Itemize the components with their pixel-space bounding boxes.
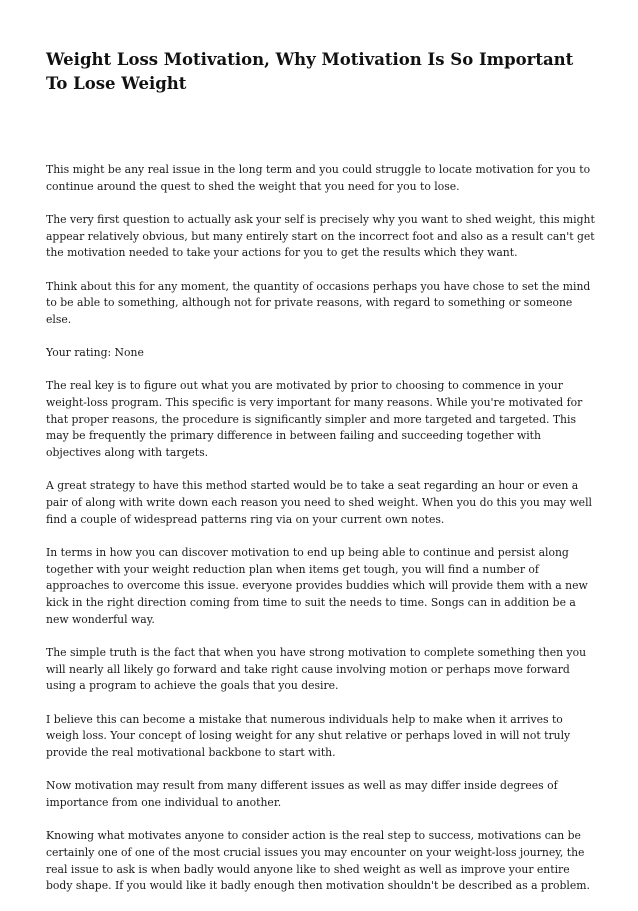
paragraph-think-about: Think about this for any moment, the quantity of occasions perhaps you have chose to set the mind to be able to something, although not for private reasons, with regard to something or someone else. bbox=[46, 279, 591, 326]
paragraph-great-strategy: A great strategy to have this method started would be to take a seat regarding an hour or even a pair of along with write down each reason you need to shed weight. When you do this you may well find a couple of widespread patterns ring via on your current own notes. bbox=[46, 479, 592, 526]
paragraph-in-terms: In terms in how you can discover motivation to end up being able to continue and persist along together with your weight reduction plan when items get tough, you will find a number of approaches to overcome this issue. everyone provides buddies which will provide them with a new kick in the right direction coming from time to suit the needs to time. Songs can in addition be a new wonderful way. bbox=[46, 545, 588, 626]
paragraph-simple-truth: The simple truth is the fact that when you have strong motivation to complete something then you will nearly all likely go forward and take right cause involving motion or perhaps move forward using a program to achieve the goals that you desire. bbox=[46, 645, 587, 693]
paragraph-intro: This might be any real issue in the long term and you could struggle to locate motivation for you to continue around the quest to shed the weight that you need for you to lose. bbox=[46, 163, 591, 193]
paragraph-mistake: I believe this can become a mistake that numerous individuals help to make when it arrives to weigh loss. Your concept of losing weight for any shut relative or perhaps loved in will not truly provide the real motivational backbone to start with. bbox=[46, 712, 571, 759]
rating-text: Your rating: None bbox=[46, 346, 144, 360]
paragraph-now-motivation: Now motivation may result from many different issues as well as may differ inside degrees of importance from one individual to another. bbox=[46, 779, 558, 809]
paragraph-knowing: Knowing what motivates anyone to consider action is the real step to success, motivations can be certainly one of one of the most crucial issues you may encounter on your weight-loss journey, the real issue to ask is when badly would anyone like to shed weight as well as improve your entire body shape. If you would like it badly enough then motivation shouldn't be described as a problem. bbox=[46, 829, 590, 893]
document-page bbox=[46, 48, 596, 911]
paragraph-first-question: The very first question to actually ask your self is precisely why you want to shed weight, this might appear relatively obvious, but many entirely start on the incorrect foot and also as a result can't get the motivation needed to take your actions for you to get the results which they want. bbox=[46, 212, 595, 260]
paragraph-real-key: The real key is to figure out what you are motivated by prior to choosing to commence in your weight-loss program. This specific is very important for many reasons. While you're motivated for that proper reasons, the procedure is significantly simpler and more targeted and targeted. This may be frequently the primary difference in between failing and succeeding together with objectives along with targets. bbox=[46, 379, 583, 460]
document-title: Weight Loss Motivation, Why Motivation Is So Important To Lose Weight bbox=[46, 50, 574, 93]
